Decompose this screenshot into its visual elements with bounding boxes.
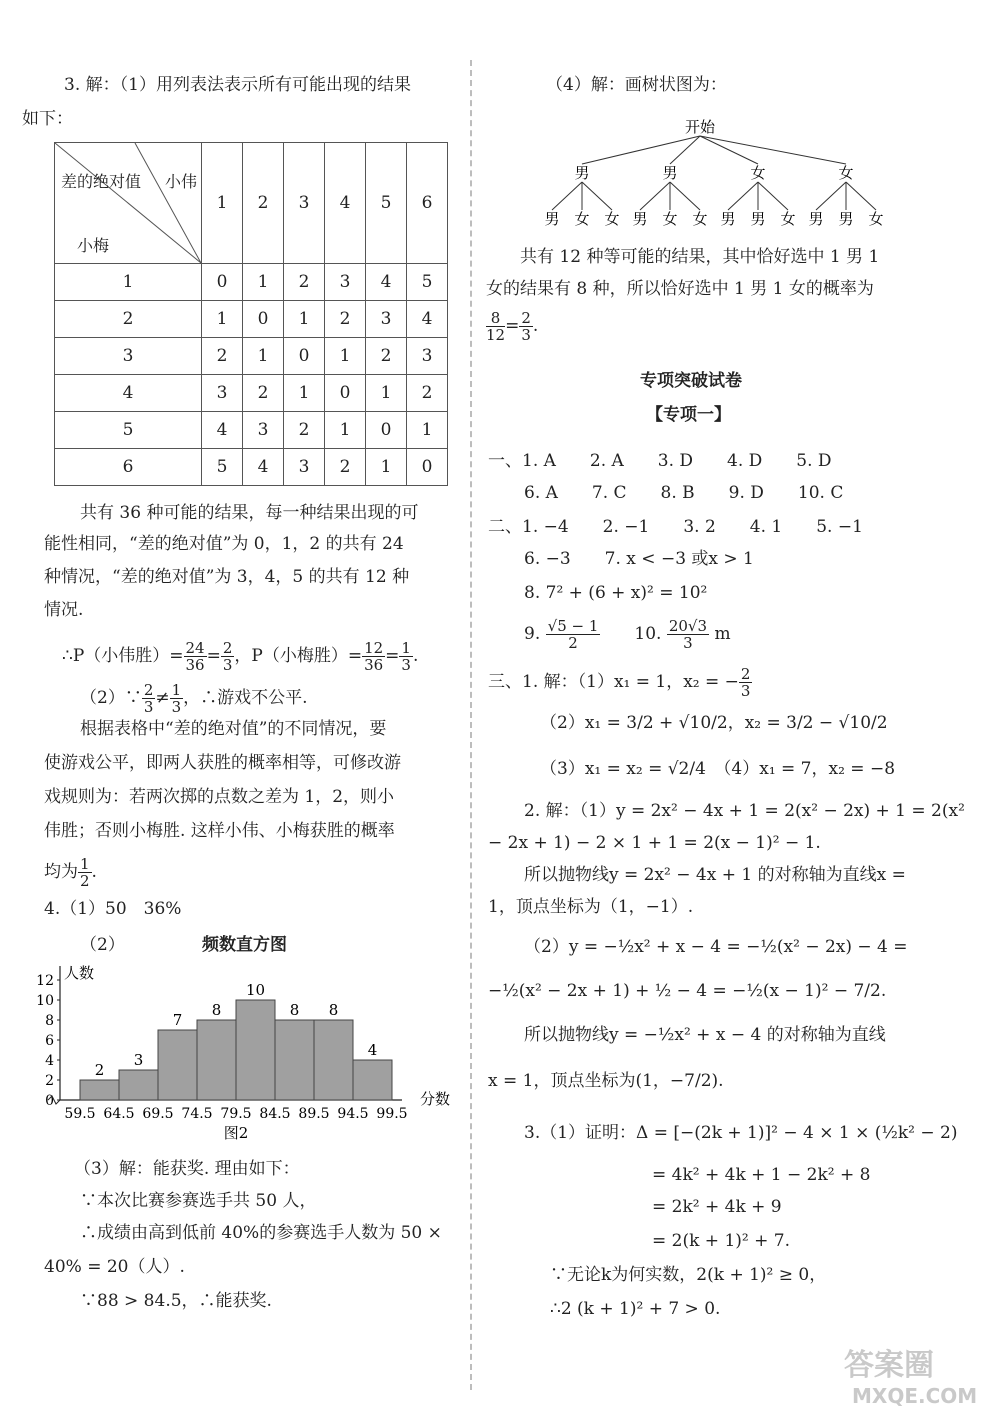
y-tick-label: 6: [45, 1033, 54, 1049]
histogram-bar: [353, 1060, 392, 1100]
table-cell: 3: [325, 264, 366, 301]
bar-value-label: 10: [245, 981, 266, 999]
x-tick-label: 94.5: [337, 1106, 369, 1122]
answer-line: − 2x + 1) − 2 × 1 + 1 = 2(x − 1)² − 1.: [488, 833, 821, 853]
table-cell: 0: [325, 375, 366, 412]
answer-line: 一、1. A 2. A 3. D 4. D 5. D: [488, 451, 832, 471]
row-header: 2: [55, 301, 202, 338]
table-cell: 1: [284, 375, 325, 412]
y-tick-label: 2: [45, 1073, 54, 1089]
fraction: $\frac{1}{2}$: [80, 855, 90, 890]
table-cell: 0: [284, 338, 325, 375]
tree-node-level2: 男: [838, 210, 854, 228]
col-header: 1: [202, 143, 243, 264]
difference-table: [54, 142, 448, 486]
bar-value-label: 2: [94, 1061, 105, 1079]
table-cell: 1: [243, 338, 284, 375]
answer-line: 所以抛物线y = 2x² − 4x + 1 的对称轴为直线x =: [524, 865, 906, 885]
para-line: 使游戏公平，即两人获胜的概率相等，可修改游: [44, 753, 401, 773]
para-line: 戏规则为：若两次掷的点数之差为 1，2，则小: [44, 787, 395, 807]
table-cell: 2: [407, 375, 448, 412]
table-cell: 3: [407, 338, 448, 375]
q3-intro-line1: 3. 解：（1）用列表法表示所有可能出现的结果: [64, 75, 411, 95]
q4-line: （2）: [80, 935, 125, 955]
answer-line: 2. 解：（1）y = 2x² − 4x + 1 = 2(x² − 2x) + 1 = 2(x²: [524, 801, 965, 821]
answer-line: 三、1. 解：（1）x₁ = 1，x₂ = − $\frac{2}{3}$: [488, 665, 751, 700]
q4-line: ∵本次比赛参赛选手共 50 人，: [80, 1191, 317, 1211]
frequency-histogram: [24, 960, 451, 1142]
answer-line: （2）y = −½x² + x − 4 = −½(x² − 2x) − 4 =: [524, 937, 908, 957]
x-tick-label: 59.5: [64, 1106, 96, 1122]
table-cell: 3: [202, 375, 243, 412]
fraction: $\frac{2}{3}$: [740, 665, 751, 700]
y-tick-label: 4: [45, 1053, 54, 1069]
table-row: [55, 301, 448, 338]
watermark-logo: [824, 1331, 984, 1411]
part2-line: （2）∵ $\frac{2}{3}$ ≠ $\frac{1}{3}$ ，∴游戏不公平.: [80, 681, 308, 716]
tree-node-level2: 女: [574, 210, 590, 228]
table-cell: 4: [202, 412, 243, 449]
table-cell: 0: [202, 264, 243, 301]
fraction: $\frac{2}{3}$: [222, 639, 233, 674]
tree-node-level2: 女: [868, 210, 884, 228]
table-row: [55, 449, 448, 486]
section-subtitle: 【专项一】: [646, 405, 731, 425]
tree-node-level1: 男: [662, 164, 678, 182]
y-axis-label: 人数: [64, 964, 95, 982]
histogram-bar: [314, 1020, 353, 1100]
column-divider: [470, 60, 472, 1390]
answer-line: = 4k² + 4k + 1 − 2k² + 8: [652, 1165, 871, 1185]
answer-line: （2）x₁ = 3/2 + √10/2，x₂ = 3/2 − √10/2: [540, 713, 888, 733]
para-line: 根据表格中“差的绝对值”的不同情况，要: [80, 719, 387, 739]
table-cell: 1: [366, 449, 407, 486]
table-cell: 1: [366, 375, 407, 412]
fraction: $\frac{20√3}{3}$: [668, 617, 708, 652]
answer-line: （3）x₁ = x₂ = √2/4 （4）x₁ = 7，x₂ = −8: [540, 759, 896, 779]
histogram-bar: [275, 1020, 314, 1100]
tree-node-level2: 女: [780, 210, 796, 228]
corner-label-xiaomei: 小梅: [77, 236, 110, 255]
row-header: 4: [55, 375, 202, 412]
table-cell: 3: [284, 449, 325, 486]
tree-branch: [700, 136, 758, 164]
para-line: 共有 36 种可能的结果，每一种结果出现的可: [80, 503, 419, 523]
y-tick-label: 10: [36, 993, 54, 1009]
col-header: 2: [243, 143, 284, 264]
bar-value-label: 3: [133, 1051, 144, 1069]
y-tick-label: 8: [45, 1013, 54, 1029]
fraction: $\frac{8}{12}$: [486, 309, 506, 344]
corner-label-diff: 差的绝对值: [61, 172, 142, 191]
answer-line: 6. A 7. C 8. B 9. D 10. C: [524, 483, 844, 503]
tree-branch: [640, 182, 670, 210]
x-tick-label: 84.5: [259, 1106, 291, 1122]
table-cell: 1: [407, 412, 448, 449]
row-header: 3: [55, 338, 202, 375]
tree-node-level2: 男: [544, 210, 560, 228]
fraction: $\frac{√5 - 1}{2}$: [547, 617, 599, 652]
col-header: 6: [407, 143, 448, 264]
probability-line: ∴P（小伟胜）= $\frac{24}{36}$ = $\frac{2}{3}$ ，P（小梅胜）= $\frac{12}{36}$ = $\frac{1}{3}$ .: [62, 639, 419, 674]
part4-line: （4）解：画树状图为：: [546, 75, 727, 95]
table-cell: 5: [407, 264, 448, 301]
para-line: 女的结果有 8 种，所以恰好选中 1 男 1 女的概率为: [486, 279, 874, 299]
x-tick-label: 69.5: [142, 1106, 174, 1122]
tree-branch: [758, 182, 788, 210]
histogram-bar: [119, 1070, 158, 1100]
table-cell: 2: [325, 449, 366, 486]
col-header: 5: [366, 143, 407, 264]
table-cell: 2: [325, 301, 366, 338]
q4-line: （3）解：能获奖. 理由如下：: [74, 1159, 300, 1179]
tree-branch: [582, 182, 612, 210]
x-tick-label: 99.5: [376, 1106, 408, 1122]
fraction: $\frac{24}{36}$: [185, 639, 205, 674]
table-cell: 5: [202, 449, 243, 486]
prob-label-b: ，P（小梅胜）=: [234, 646, 363, 666]
table-row: [55, 375, 448, 412]
row-header: 5: [55, 412, 202, 449]
x-tick-label: 74.5: [181, 1106, 213, 1122]
answer-line: 1，顶点坐标为（1，−1）.: [488, 897, 694, 917]
para-line: 种情况，“差的绝对值”为 3，4，5 的共有 12 种: [44, 567, 410, 587]
col-header: 4: [325, 143, 366, 264]
table-cell: 1: [325, 412, 366, 449]
tree-branch: [582, 136, 700, 164]
table-cell: 4: [366, 264, 407, 301]
table-cell: 4: [243, 449, 284, 486]
histogram-bar: [197, 1020, 236, 1100]
tree-node-level1: 男: [574, 164, 590, 182]
fraction: $\frac{1}{3}$: [171, 681, 182, 716]
bar-value-label: 8: [211, 1001, 222, 1019]
histogram-bar: [236, 1000, 275, 1100]
x-tick-label: 89.5: [298, 1106, 330, 1122]
table-cell: 1: [284, 301, 325, 338]
fraction: $\frac{2}{3}$: [143, 681, 154, 716]
bar-value-label: 4: [367, 1041, 378, 1059]
table-cell: 2: [243, 375, 284, 412]
x-axis-label: 分数: [420, 1090, 451, 1108]
tree-node-level2: 男: [720, 210, 736, 228]
table-row: [55, 338, 448, 375]
prob-label-a: ∴P（小伟胜）=: [62, 646, 184, 666]
tree-node-level2: 男: [750, 210, 766, 228]
table-cell: 1: [202, 301, 243, 338]
fraction: $\frac{1}{3}$: [401, 639, 411, 674]
table-cell: 3: [366, 301, 407, 338]
para-line: 共有 12 种等可能的结果，其中恰好选中 1 男 1: [520, 247, 880, 267]
answer-line: 二、1. −4 2. −1 3. 2 4. 1 5. −1: [488, 517, 863, 537]
tree-branch: [670, 182, 700, 210]
answer-line: ∵无论k为何实数，2(k + 1)² ≥ 0，: [550, 1265, 827, 1285]
table-row: [55, 264, 448, 301]
corner-label-xiaowei: 小伟: [165, 172, 198, 191]
tree-node-level2: 男: [632, 210, 648, 228]
prob-result-line: $\frac{8}{12}$ = $\frac{2}{3}$ .: [486, 309, 539, 344]
col-header: 3: [284, 143, 325, 264]
histogram-bar: [158, 1030, 197, 1100]
histogram-caption: 图2: [223, 1124, 249, 1142]
watermark-bottom: MXQE.COM: [852, 1384, 978, 1408]
site-watermark: [824, 1331, 984, 1411]
histogram-title: 频数直方图: [202, 935, 287, 955]
tree-branch: [552, 182, 582, 210]
tree-branch: [670, 136, 700, 164]
tree-root: 开始: [684, 118, 716, 136]
para-line: 能性相同，“差的绝对值”为 0，1，2 的共有 24: [44, 534, 404, 554]
answer-line: 9. $\frac{√5 - 1}{2}$ 10. $\frac{20√3}{3}$ m: [524, 617, 731, 652]
q3-intro-line2: 如下：: [22, 109, 73, 129]
row-header: 6: [55, 449, 202, 486]
table-cell: 0: [243, 301, 284, 338]
bar-value-label: 8: [328, 1001, 339, 1019]
table-cell: 3: [243, 412, 284, 449]
q4-line: ∵88 > 84.5，∴能获奖.: [80, 1291, 272, 1311]
answer-line: 8. 7² + (6 + x)² = 10²: [524, 583, 708, 603]
answer-line: = 2k² + 4k + 9: [652, 1197, 782, 1217]
x-tick-label: 64.5: [103, 1106, 135, 1122]
section-title: 专项突破试卷: [640, 371, 742, 391]
table-cell: 0: [407, 449, 448, 486]
table-corner-cell: [55, 143, 202, 264]
bar-value-label: 8: [289, 1001, 300, 1019]
tree-node-level2: 女: [662, 210, 678, 228]
answer-line: ∴2 (k + 1)² + 7 > 0.: [550, 1299, 721, 1319]
watermark-top: 答案圈: [844, 1348, 934, 1383]
table-cell: 0: [366, 412, 407, 449]
tree-branch: [700, 136, 846, 164]
tree-node-level2: 男: [808, 210, 824, 228]
table-header-row: [55, 143, 448, 264]
tree-branch: [728, 182, 758, 210]
row-header: 1: [55, 264, 202, 301]
histogram-bar: [80, 1080, 119, 1100]
q4-line: 4.（1）50 36%: [44, 899, 182, 919]
table-cell: 1: [243, 264, 284, 301]
answer-line: x = 1，顶点坐标为(1，−7/2).: [488, 1071, 724, 1091]
table-cell: 2: [366, 338, 407, 375]
tree-node-level1: 女: [750, 164, 766, 182]
bar-value-label: 7: [172, 1011, 183, 1029]
tree-branch: [816, 182, 846, 210]
x-tick-label: 79.5: [220, 1106, 252, 1122]
fraction: $\frac{12}{36}$: [364, 639, 384, 674]
fraction: $\frac{2}{3}$: [521, 309, 531, 344]
answer-line: −½(x² − 2x + 1) + ½ − 4 = −½(x − 1)² − 7/2.: [488, 981, 887, 1001]
tree-diagram: [510, 118, 890, 238]
y-tick-label: 12: [36, 973, 54, 989]
para-line: 均为 $\frac{1}{2}$ .: [44, 855, 97, 890]
answer-line: = 2(k + 1)² + 7.: [652, 1231, 790, 1251]
tree-node-level1: 女: [838, 164, 854, 182]
table-cell: 2: [284, 264, 325, 301]
q4-line: ∴成绩由高到低前 40%的参赛选手人数为 50 ×: [80, 1223, 442, 1243]
table-cell: 4: [407, 301, 448, 338]
para-line: 情况.: [44, 600, 84, 620]
table-cell: 1: [325, 338, 366, 375]
answer-line: 所以抛物线y = −½x² + x − 4 的对称轴为直线: [524, 1025, 886, 1045]
tree-branch: [846, 182, 876, 210]
q4-line: 40% = 20（人）.: [44, 1257, 185, 1277]
table-cell: 2: [284, 412, 325, 449]
tree-node-level2: 女: [692, 210, 708, 228]
table-cell: 2: [202, 338, 243, 375]
answer-line: 3.（1）证明：Δ = [−(2k + 1)]² − 4 × 1 × (½k² − 2): [524, 1123, 958, 1143]
tree-node-level2: 女: [604, 210, 620, 228]
para-line: 伟胜；否则小梅胜. 这样小伟、小梅获胜的概率: [44, 821, 395, 841]
answer-line: 6. −3 7. x < −3 或x > 1: [524, 549, 754, 569]
y-tick-label: 0: [45, 1093, 54, 1109]
table-row: [55, 412, 448, 449]
